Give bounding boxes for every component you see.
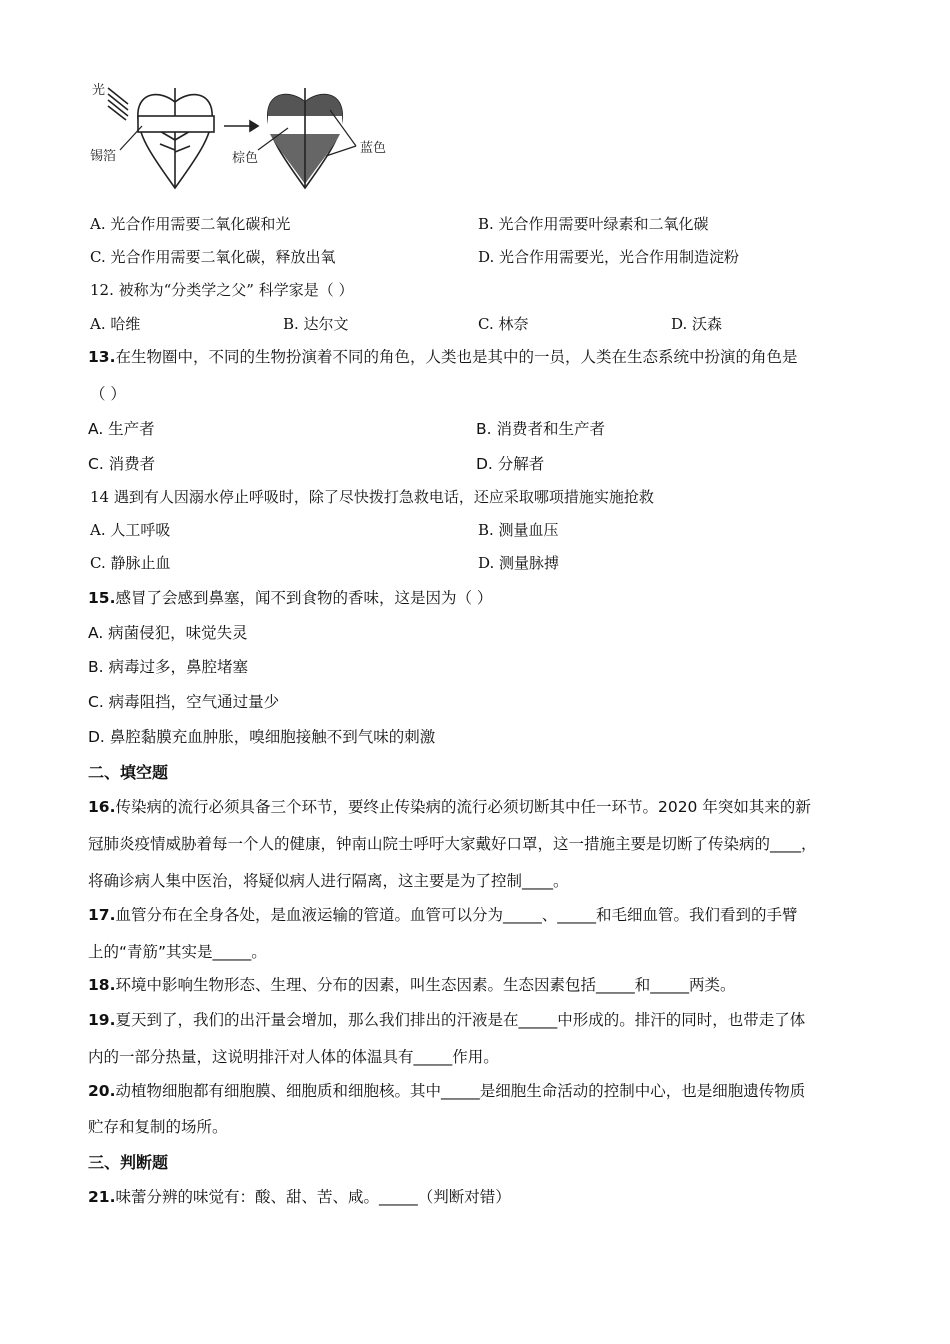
q20-line2: 贮存和复制的场所。 (88, 1118, 228, 1136)
q12-stem: 12. 被称为“分类学之父” 科学家是（ ） (90, 281, 354, 299)
q21-number: 21. (88, 1188, 116, 1206)
q19-number: 19. (88, 1011, 116, 1029)
q11-option-a: A. 光合作用需要二氧化碳和光 (90, 215, 291, 233)
q17-text-1: 血管分布在全身各处，是血液运输的管道。血管可以分为_____、_____和毛细血管。我们看到的手臂 (115, 906, 798, 924)
q20-text-1: 动植物细胞都有细胞膜、细胞质和细胞核。其中_____是细胞生命活动的控制中心，也是细胞遗传物质 (115, 1082, 806, 1100)
q11-option-b: B. 光合作用需要叶绿素和二氧化碳 (478, 215, 709, 233)
q13-stem-line2: （ ） (90, 385, 126, 403)
q13-option-d: D. 分解者 (476, 455, 545, 473)
q11-option-d: D. 光合作用需要光，光合作用制造淀粉 (478, 248, 740, 266)
q15-stem-text: 感冒了会感到鼻塞，闻不到食物的香味，这是因为（ ） (115, 589, 493, 607)
arrow-icon (224, 121, 258, 131)
q21-text-1: 味蕾分辨的味觉有：酸、甜、苦、咸。_____（判断对错） (115, 1188, 511, 1206)
q14-option-d: D. 测量脉搏 (478, 554, 560, 572)
q15-option-d: D. 鼻腔黏膜充血肿胀，嗅细胞接触不到气味的刺激 (88, 728, 436, 746)
q16-line3: 将确诊病人集中医治，将疑似病人进行隔离，这主要是为了控制____。 (88, 872, 569, 890)
q14-option-a: A. 人工呼吸 (90, 521, 171, 539)
q18-number: 18. (88, 976, 116, 994)
q21-line1 (88, 1185, 511, 1207)
q13-option-b: B. 消费者和生产者 (476, 420, 605, 438)
q13-option-a: A. 生产者 (88, 420, 155, 438)
q20-number: 20. (88, 1082, 116, 1100)
q17-number: 17. (88, 906, 116, 924)
q15-option-b: B. 病毒过多，鼻腔堵塞 (88, 658, 248, 676)
section-fill-in-title: 二、填空题 (88, 763, 169, 782)
q13-option-c: C. 消费者 (88, 455, 156, 473)
q15-stem (88, 586, 492, 608)
leaf-left (138, 88, 212, 188)
q19-line1 (88, 1008, 805, 1030)
q16-text-1: 传染病的流行必须具备三个环节，要终止传染病的流行必须切断其中任一环节。2020 年突如其来的新 (115, 798, 811, 816)
q15-option-a: A. 病菌侵犯，味觉失灵 (88, 624, 248, 642)
q16-line2: 冠肺炎疫情威胁着每一个人的健康，钟南山院士呼吁大家戴好口罩，这一措施主要是切断了传染病的____， (88, 835, 817, 853)
q13-number: 13. (88, 348, 116, 366)
q16-number: 16. (88, 798, 116, 816)
q12-option-d: D. 沃森 (671, 315, 723, 333)
foil-strip (138, 116, 214, 132)
q13-stem-text: 在生物圈中，不同的生物扮演着不同的角色，人类也是其中的一员，人类在生态系统中扮演的角色是 (115, 348, 798, 366)
q12-option-a: A. 哈维 (90, 315, 141, 333)
leaf-diagram (90, 80, 410, 195)
q15-number: 15. (88, 589, 116, 607)
q14-option-c: C. 静脉止血 (90, 554, 171, 572)
q12-option-b: B. 达尔文 (283, 315, 349, 333)
section-judge-title: 三、判断题 (88, 1153, 169, 1172)
q20-line1 (88, 1079, 805, 1101)
q12-option-c: C. 林奈 (478, 315, 529, 333)
label-foil: 锡箔 (90, 149, 117, 164)
q16-line1 (88, 795, 811, 817)
q15-option-c: C. 病毒阻挡，空气通过量少 (88, 693, 280, 711)
light-rays (108, 88, 128, 120)
q18-line1 (88, 973, 735, 995)
label-light: 光 (92, 83, 106, 98)
leaf-right (268, 88, 342, 188)
q17-line2: 上的“青筋”其实是_____。 (88, 943, 267, 961)
foil-pointer (120, 126, 142, 150)
q19-line2: 内的一部分热量，这说明排汗对人体的体温具有_____作用。 (88, 1048, 499, 1066)
q17-line1 (88, 903, 797, 925)
label-brown: 棕色 (232, 151, 259, 166)
q18-text-1: 环境中影响生物形态、生理、分布的因素，叫生态因素。生态因素包括_____和_____两类。 (115, 976, 736, 994)
leaf-experiment-figure (90, 80, 410, 195)
q14-option-b: B. 测量血压 (478, 521, 559, 539)
q13-stem (88, 345, 797, 367)
q14-stem: 14 遇到有人因溺水停止呼吸时，除了尽快拨打急救电话，还应采取哪项措施实施抢救 (90, 488, 654, 506)
label-blue: 蓝色 (360, 141, 387, 156)
q11-option-c: C. 光合作用需要二氧化碳，释放出氧 (90, 248, 336, 266)
q19-text-1: 夏天到了，我们的出汗量会增加，那么我们排出的汗液是在_____中形成的。排汗的同时，也带走了体 (115, 1011, 806, 1029)
